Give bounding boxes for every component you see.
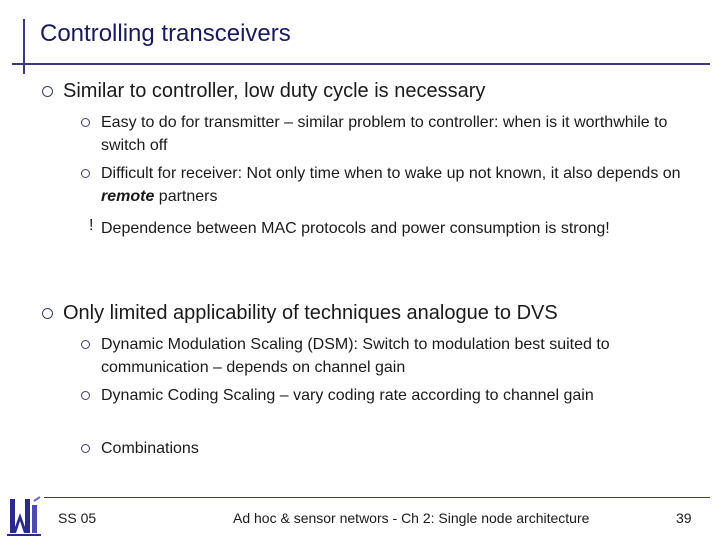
title-vertical-rule (23, 19, 25, 74)
bullet-circle-icon (42, 308, 53, 319)
sub-bullet-circle-icon (81, 118, 90, 127)
bullet-1-text: Similar to controller, low duty cycle is necessary (63, 80, 486, 102)
bullet-1-sub-1: Easy to do for transmitter – similar problem to controller: when is it worthwhile to switch off (101, 114, 668, 154)
sub-bullet-circle-icon (81, 340, 90, 349)
university-logo-icon (4, 493, 44, 537)
footer-rule (40, 497, 710, 498)
footer-course-title: Ad hoc & sensor networs - Ch 2: Single node architecture (233, 510, 590, 526)
footer-semester: SS 05 (58, 510, 97, 526)
remote-emphasis: remote (101, 188, 155, 205)
bullet-1-note: Dependence between MAC protocols and power consumption is strong! (101, 220, 610, 237)
slide-title: Controlling transceivers (40, 20, 291, 47)
bullet-2-text: Only limited applicability of techniques analogue to DVS (63, 302, 558, 324)
bullet-circle-icon (42, 86, 53, 97)
bullet-2-sub-3: Combinations (101, 440, 199, 457)
bullet-1-sub-2: Difficult for receiver: Not only time when to wake up not known, it also depends on remote partners (101, 165, 681, 205)
sub-bullet-circle-icon (81, 391, 90, 400)
page-number: 39 (676, 510, 692, 526)
sub-bullet-circle-icon (81, 169, 90, 178)
sub-bullet-circle-icon (81, 444, 90, 453)
bullet-2-sub-2: Dynamic Coding Scaling – vary coding rate according to channel gain (101, 387, 594, 404)
title-horizontal-rule (12, 63, 710, 65)
bullet-2-sub-1: Dynamic Modulation Scaling (DSM): Switch to modulation best suited to communication – depends on channel gain (101, 336, 610, 376)
note-exclamation-mark: ! (89, 217, 94, 234)
